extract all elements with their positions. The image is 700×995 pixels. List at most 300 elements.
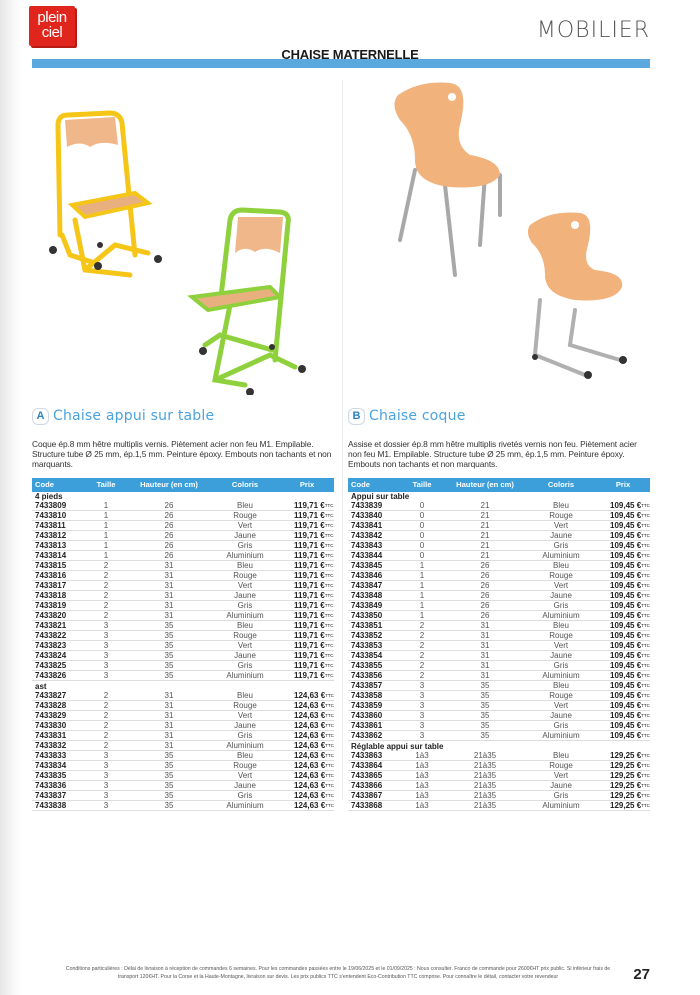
table-row [348,581,650,591]
cell-code: 7433814 [32,551,84,561]
cell-code: 7433854 [348,651,400,661]
price-value: 109,45 € [610,661,642,671]
cell-taille: 2 [400,621,444,631]
table-row [348,541,650,551]
price-suffix: TTC [325,722,334,728]
price-suffix: TTC [324,673,334,679]
table-row [32,631,334,641]
cell-code: 7433816 [32,571,84,581]
price-suffix: TTC [641,752,650,758]
cell-coloris: Jaune [210,780,280,790]
cell-hauteur: 31 [128,571,210,581]
cell-hauteur: 31 [128,740,210,750]
cell-coloris: Vert [210,641,280,651]
table-row [348,800,650,810]
cell-taille: 2 [84,601,128,611]
cell-hauteur: 35 [128,780,210,790]
cell-prix [596,671,650,681]
price-value: 119,71 € [294,531,325,541]
table-row [32,671,334,681]
price-suffix: TTC [325,752,334,758]
cell-prix [280,730,334,740]
cell-taille: 3 [400,691,444,701]
cell-prix [280,671,334,681]
cell-code: 7433829 [32,710,84,720]
price-value: 119,71 € [294,591,325,601]
price-suffix: TTC [324,653,334,659]
cell-hauteur: 31 [128,581,210,591]
cell-code: 7433820 [32,611,84,621]
table-row [32,780,334,790]
cell-taille: 2 [400,651,444,661]
price-suffix: TTC [641,533,650,539]
table-row [348,731,650,741]
cell-code: 7433833 [32,750,84,760]
price-value: 109,45 € [610,511,642,521]
price-value: 109,45 € [610,561,642,571]
group-label: Réglable appui sur table [351,741,444,751]
cell-prix [280,641,334,651]
cell-prix [280,700,334,710]
price-suffix: TTC [641,723,650,729]
page-title: CHAISE MATERNELLE [281,47,419,62]
cell-coloris: Gris [210,541,280,551]
table-row [32,531,334,541]
cell-taille: 3 [400,721,444,731]
cell-hauteur: 26 [444,561,526,571]
price-value: 119,71 € [294,561,325,571]
table-row [32,551,334,561]
cell-hauteur: 31 [128,591,210,601]
col-header-code: Code [348,478,400,492]
cell-code: 7433852 [348,631,400,641]
cell-code: 7433848 [348,591,400,601]
price-value: 129,25 € [610,750,642,760]
cell-coloris: Vert [526,521,596,531]
cell-prix [280,691,334,701]
cell-coloris: Aluminium [526,800,596,810]
cell-prix [280,750,334,760]
cell-hauteur: 26 [128,521,210,531]
price-suffix: TTC [324,663,334,669]
price-suffix: TTC [641,543,650,549]
cell-hauteur: 21à35 [444,760,526,770]
cell-hauteur: 21 [444,521,526,531]
cell-hauteur: 31 [128,601,210,611]
cell-hauteur: 21à35 [444,780,526,790]
section-b [348,406,650,811]
table-row [348,501,650,511]
cell-coloris: Vert [210,710,280,720]
price-value: 124,63 € [294,700,326,710]
col-header-prix: Prix [596,478,650,492]
cell-taille: 1 [400,571,444,581]
cell-coloris: Gris [526,790,596,800]
price-value: 129,25 € [610,780,642,790]
col-header-hauteur: Hauteur (en cm) [444,478,526,492]
cell-coloris: Bleu [210,691,280,701]
cell-taille: 2 [84,710,128,720]
cell-prix [280,551,334,561]
table-row [32,521,334,531]
cell-coloris: Bleu [526,681,596,691]
cell-coloris: Rouge [210,631,280,641]
cell-taille: 2 [400,641,444,651]
cell-hauteur: 35 [444,691,526,701]
price-suffix: TTC [641,553,650,559]
table-row [348,571,650,581]
cell-coloris: Jaune [210,651,280,661]
cell-prix [280,790,334,800]
price-table-a [32,478,334,811]
cell-code: 7433867 [348,790,400,800]
price-value: 124,63 € [294,720,326,730]
cell-taille: 3 [400,701,444,711]
price-suffix: TTC [641,643,650,649]
cell-prix [280,611,334,621]
cell-taille: 3 [84,750,128,760]
table-row [348,770,650,780]
table-row [348,671,650,681]
price-suffix: TTC [641,733,650,739]
cell-hauteur: 26 [128,551,210,561]
cell-code: 7433825 [32,661,84,671]
price-suffix: TTC [324,623,334,629]
table-row [32,591,334,601]
price-value: 109,45 € [610,591,642,601]
table-row [32,581,334,591]
price-suffix: TTC [325,702,334,708]
price-suffix: TTC [641,683,650,689]
price-value: 119,71 € [294,581,325,591]
cell-coloris: Rouge [526,691,596,701]
price-value: 109,45 € [610,631,642,641]
cell-hauteur: 35 [128,651,210,661]
cell-code: 7433822 [32,631,84,641]
cell-prix [596,501,650,511]
cell-prix [280,521,334,531]
section-description: Assise et dossier ép.8 mm hêtre multiplis rivetés vernis non feu. Piètement acier non feu M1. Empilable. Structure tube Ø 25 mm, ép.1,5 mm. Peinture époxy. Embouts non tachants et non marquants. [348,439,637,470]
cell-prix [280,710,334,720]
cell-coloris: Rouge [526,571,596,581]
table-row [348,651,650,661]
cell-prix [280,571,334,581]
table-row [348,601,650,611]
cell-coloris: Jaune [526,651,596,661]
cell-hauteur: 21 [444,531,526,541]
cell-code: 7433836 [32,780,84,790]
price-table-b [348,478,650,811]
table-group-row [32,681,334,691]
price-value: 109,45 € [610,731,642,741]
cell-coloris: Gris [210,790,280,800]
table-row [32,611,334,621]
brand-logo [29,6,75,46]
price-suffix: TTC [324,503,334,509]
cell-code: 7433827 [32,691,84,701]
table-row [348,591,650,601]
price-suffix: TTC [324,573,334,579]
cell-prix [280,720,334,730]
cell-hauteur: 35 [444,721,526,731]
cell-hauteur: 26 [128,501,210,511]
cell-coloris: Jaune [526,780,596,790]
cell-hauteur: 26 [444,571,526,581]
table-row [348,551,650,561]
price-value: 119,71 € [294,521,325,531]
cell-coloris: Rouge [210,511,280,521]
table-row [32,730,334,740]
price-value: 119,71 € [294,621,325,631]
cell-prix [596,731,650,741]
price-value: 119,71 € [294,661,325,671]
table-row [348,751,650,761]
cell-hauteur: 35 [128,760,210,770]
cell-prix [596,651,650,661]
cell-prix [596,751,650,761]
cell-prix [596,790,650,800]
price-value: 129,25 € [610,790,642,800]
price-value: 109,45 € [610,541,642,551]
table-row [32,790,334,800]
cell-prix [280,631,334,641]
cell-code: 7433815 [32,561,84,571]
cell-prix [280,651,334,661]
price-suffix: TTC [324,533,334,539]
cell-prix [280,621,334,631]
cell-taille: 2 [84,611,128,621]
cell-prix [280,800,334,810]
price-suffix: TTC [324,523,334,529]
section-badge: B [348,408,365,425]
cell-hauteur: 35 [128,800,210,810]
cell-coloris: Jaune [526,531,596,541]
cell-coloris: Vert [526,701,596,711]
price-value: 119,71 € [294,631,325,641]
cell-code: 7433826 [32,671,84,681]
shell-chair-image [360,75,660,395]
price-suffix: TTC [641,772,650,778]
cell-taille: 1 [400,581,444,591]
table-row [32,601,334,611]
cell-prix [596,711,650,721]
table-row [32,770,334,780]
cell-hauteur: 31 [444,651,526,661]
cell-code: 7433835 [32,770,84,780]
price-suffix: TTC [325,732,334,738]
cell-hauteur: 21 [444,501,526,511]
price-suffix: TTC [641,523,650,529]
cell-taille: 0 [400,521,444,531]
table-row [348,661,650,671]
cell-hauteur: 31 [444,621,526,631]
cell-taille: 1à3 [400,800,444,810]
column-divider [342,80,343,800]
price-value: 124,63 € [294,750,326,760]
price-suffix: TTC [324,643,334,649]
cell-code: 7433860 [348,711,400,721]
cell-hauteur: 26 [444,581,526,591]
logo-line-1: plein [37,9,67,26]
cell-coloris: Aluminium [210,551,280,561]
cell-code: 7433841 [348,521,400,531]
cell-prix [596,531,650,541]
category-title: MOBILIER [536,18,650,43]
price-value: 129,25 € [610,770,642,780]
price-value: 119,71 € [294,501,325,511]
cell-code: 7433843 [348,541,400,551]
cell-hauteur: 35 [444,701,526,711]
price-suffix: TTC [641,513,650,519]
cell-hauteur: 35 [444,711,526,721]
price-value: 129,25 € [610,800,642,810]
cell-coloris: Bleu [526,561,596,571]
cell-coloris: Aluminium [526,731,596,741]
cell-taille: 1 [84,531,128,541]
cell-taille: 3 [84,790,128,800]
price-value: 119,71 € [294,641,325,651]
cell-prix [280,581,334,591]
col-header-coloris: Coloris [210,478,280,492]
cell-coloris: Bleu [526,501,596,511]
cell-coloris: Bleu [210,750,280,760]
cell-prix [596,681,650,691]
price-value: 109,45 € [610,601,642,611]
table-row [32,501,334,511]
cell-taille: 3 [84,780,128,790]
cell-taille: 1 [84,551,128,561]
cell-coloris: Gris [210,730,280,740]
table-row [348,681,650,691]
cell-code: 7433812 [32,531,84,541]
col-header-taille: Taille [84,478,128,492]
price-suffix: TTC [641,703,650,709]
table-row [32,760,334,770]
price-value: 109,45 € [610,671,642,681]
section-a [32,406,334,811]
table-row [348,561,650,571]
price-suffix: TTC [641,613,650,619]
price-suffix: TTC [325,742,334,748]
cell-taille: 1 [400,561,444,571]
cell-coloris: Jaune [526,591,596,601]
cell-hauteur: 31 [444,641,526,651]
cell-code: 7433823 [32,641,84,651]
price-suffix: TTC [325,792,334,798]
table-row [32,621,334,631]
cell-taille: 2 [84,561,128,571]
price-suffix: TTC [641,713,650,719]
table-row [32,710,334,720]
price-value: 109,45 € [610,681,642,691]
cell-code: 7433857 [348,681,400,691]
price-value: 109,45 € [610,571,642,581]
cell-hauteur: 21à35 [444,770,526,780]
col-header-code: Code [32,478,84,492]
cell-taille: 3 [84,671,128,681]
page-number: 27 [633,966,650,983]
cell-coloris: Bleu [526,621,596,631]
table-row [32,661,334,671]
cell-taille: 3 [84,651,128,661]
cell-taille: 0 [400,531,444,541]
table-row [348,780,650,790]
price-value: 109,45 € [610,621,642,631]
cell-code: 7433851 [348,621,400,631]
cell-code: 7433858 [348,691,400,701]
price-suffix: TTC [641,633,650,639]
cell-coloris: Gris [526,541,596,551]
cell-code: 7433838 [32,800,84,810]
cell-coloris: Vert [526,641,596,651]
cell-prix [280,511,334,521]
price-suffix: TTC [325,712,334,718]
cell-taille: 2 [84,740,128,750]
cell-prix [596,780,650,790]
price-suffix: TTC [641,693,650,699]
cell-coloris: Rouge [526,760,596,770]
cell-coloris: Vert [526,770,596,780]
cell-hauteur: 26 [128,531,210,541]
cell-prix [280,531,334,541]
cell-code: 7433846 [348,571,400,581]
price-value: 109,45 € [610,641,642,651]
table-row [348,511,650,521]
price-suffix: TTC [324,563,334,569]
cell-hauteur: 35 [444,681,526,691]
cell-taille: 2 [400,631,444,641]
cell-prix [596,591,650,601]
cell-taille: 2 [84,700,128,710]
cell-code: 7433809 [32,501,84,511]
cell-coloris: Aluminium [526,611,596,621]
cell-hauteur: 21à35 [444,800,526,810]
cell-coloris: Aluminium [210,740,280,750]
price-suffix: TTC [641,603,650,609]
price-value: 119,71 € [294,541,325,551]
price-value: 109,45 € [610,531,642,541]
price-value: 109,45 € [610,581,642,591]
price-suffix: TTC [324,633,334,639]
cell-hauteur: 26 [128,541,210,551]
col-header-taille: Taille [400,478,444,492]
cell-code: 7433868 [348,800,400,810]
section-title: Chaise appui sur table [53,408,215,424]
table-row [32,561,334,571]
table-row [348,691,650,701]
cell-hauteur: 26 [128,511,210,521]
cell-hauteur: 26 [444,611,526,621]
cell-prix [596,631,650,641]
cell-prix [596,621,650,631]
section-description: Coque ép.8 mm hêtre multiplis vernis. Piètement acier non feu M1. Empilable. Structure tube Ø 25 mm, ép.1,5 mm. Peinture époxy. Embouts non tachants et non marquants. [32,439,332,470]
cell-prix [596,661,650,671]
price-value: 119,71 € [294,601,325,611]
cell-prix [596,611,650,621]
cell-coloris: Vert [210,581,280,591]
price-value: 119,71 € [294,551,325,561]
footer-conditions: Conditions particulières : Délai de livraison à réception de commandes 6 semaines. Pour les commandes passées entre le 19/06/2025 et le 01/09/2025 : Nous consulter. Franco de commande pour 2600€HT prix public. Si inférieur frais de transport 120€HT. Pour la Corse et la Haute-Montagne, livraison sur devis. Les prix publics TTC s'entendent Eco-Contribution TTC comprise. Pour connaître le détail, contacter votre revendeur [65,966,611,980]
cell-coloris: Bleu [210,501,280,511]
cell-hauteur: 35 [128,621,210,631]
cell-taille: 2 [84,691,128,701]
cell-prix [596,641,650,651]
price-suffix: TTC [325,782,334,788]
table-row [348,790,650,800]
cell-taille: 2 [400,671,444,681]
cell-coloris: Gris [210,601,280,611]
cell-taille: 1à3 [400,751,444,761]
